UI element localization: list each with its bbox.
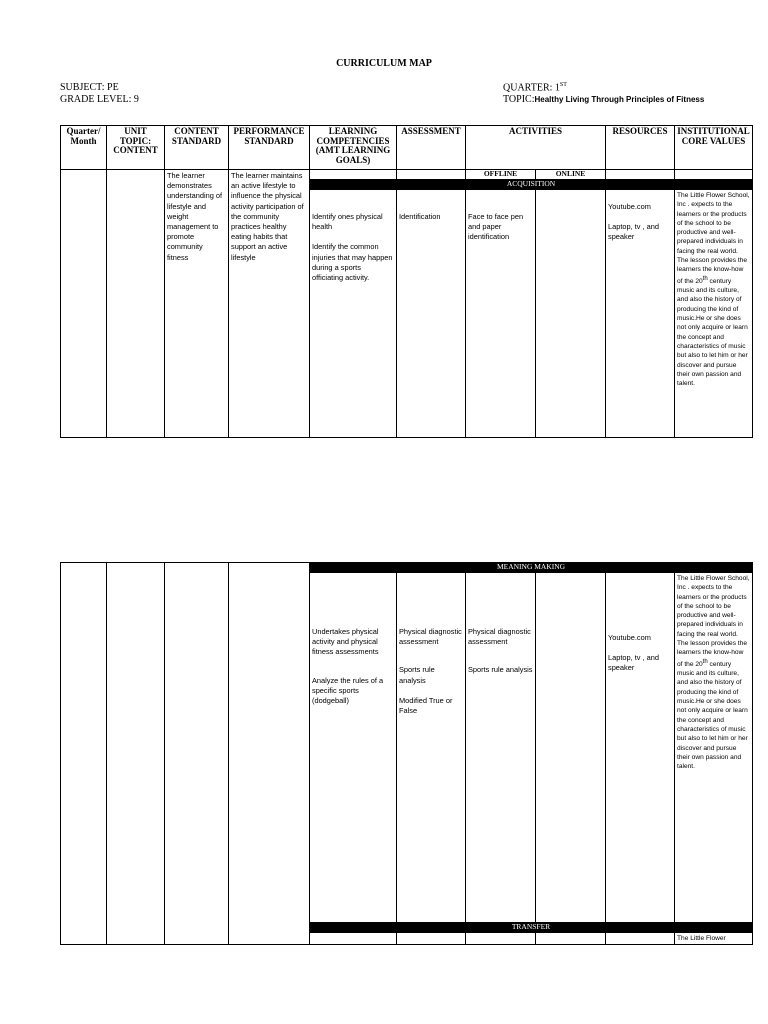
mm-offline-2: Sports rule analysis [468,665,533,675]
mm-content-standard-cell [165,563,229,945]
transfer-resources-cell [606,933,675,945]
mm-competencies-cell [310,573,397,923]
topic-line [503,94,704,105]
mm-resource-2: Laptop, tv , and speaker [608,653,659,673]
topic-value: Healthy Living Through Principles of Fitness [534,95,705,104]
mm-assessment-1: Physical diagnostic assessment [399,627,462,647]
header-learning-competencies: LEARNING COMPETENCIES (AMT LEARNING GOALS) [310,126,397,170]
unit-topic-cell [107,170,165,438]
quarter-sup: ST [559,82,567,88]
content-standard-cell: The learner demonstrates understanding of lifestyle and weight management to promote community fitness [165,170,229,438]
acquisition-band: ACQUISITION [310,180,753,190]
mm-core-values-a: The Little Flower School, Inc . expects to the learners or the products of the school to be productive and well-prepared individuals in facing the real world. The lesson provides the learners the know-how of the 20 [677,575,750,668]
curriculum-table-acquisition [60,125,753,438]
mm-core-values-cell [675,573,753,923]
acquisition-core-values-a: The Little Flower School, Inc . expects to the learners or the products of the school to be productive and well-prepared individuals in facing the real world. The lesson provides the learners the know-how of the 20 [677,192,750,285]
transfer-assessment-cell [397,933,466,945]
mm-core-values-b: century music and its culture, and also the history of producing the kind of music.He or she does not only acquire or learn the concept and characteristics of music but also to let him or her discover and pursue their own passion and talent. [677,660,748,771]
topic-label: TOPIC: [503,94,535,105]
mm-competency-2: Analyze the rules of a specific sports (dodgeball) [312,675,384,706]
quarter-month-cell [61,170,107,438]
mm-resources-cell [606,573,675,923]
mm-competency-1: Undertakes physical activity and physical fitness assessments [312,627,379,657]
acquisition-online-cell [536,190,606,438]
transfer-band: TRANSFER [310,923,753,933]
grade-value: 9 [133,94,139,105]
acquisition-core-values-cell [675,190,753,438]
acquisition-core-values-sup: th [702,275,708,282]
mm-core-values-sup: th [702,658,708,665]
header-resources: RESOURCES [606,126,675,170]
quarter-value: 1 [554,82,560,94]
performance-standard-cell: The learner maintains an active lifestyle to influence the physical activity participation of the community practices healthy eating habits that support an active lifestyle [229,170,310,438]
meaning-making-band: MEANING MAKING [310,563,753,573]
transfer-core-values-cell: The Little Flower [675,933,753,945]
transfer-competencies-cell [310,933,397,945]
header-content-standard: CONTENT STANDARD [165,126,229,170]
competency-spacer [310,170,397,180]
acquisition-resource-2: Laptop, tv , and speaker [608,222,659,242]
header-unit-topic: UNIT TOPIC: CONTENT [107,126,165,170]
subheader-online: ONLINE [536,170,606,180]
mm-offline-cell [466,573,536,923]
acquisition-offline-cell: Face to face pen and paper identification [466,190,536,438]
mm-performance-standard-cell [229,563,310,945]
header-activities: ACTIVITIES [466,126,606,170]
header-assessment: ASSESSMENT [397,126,466,170]
acquisition-resources-cell [606,190,675,438]
assessment-spacer [397,170,466,180]
grade-line [60,94,139,105]
header-performance-standard: PERFORMANCE STANDARD [229,126,310,170]
acquisition-competencies-cell [310,190,397,438]
acquisition-core-values-b: century music and its culture, and also the history of producing the kind of music.He or she does not only acquire or learn the concept and characteristics of music but also to let him or her discover and pursue their own passion and talent. [677,277,748,388]
header-core-values: INSTITUTIONAL CORE VALUES [675,126,753,170]
mm-quarter-month-cell [61,563,107,945]
subject-label: SUBJECT: [60,82,105,93]
acquisition-assessment-cell: Identification [397,190,466,438]
acquisition-competency-2: Identify the common injuries that may happen during a sports officiating activity. [312,242,393,283]
mm-assessment-2: Sports rule analysis [399,665,435,685]
core-values-spacer [675,170,753,180]
grade-label: GRADE LEVEL: [60,94,132,105]
page-title: CURRICULUM MAP [336,58,432,69]
subject-line [60,82,119,93]
quarter-label: QUARTER: [503,82,553,94]
mm-assessment-cell [397,573,466,923]
quarter-line [503,82,567,93]
mm-offline-1: Physical diagnostic assessment [468,627,531,647]
resources-spacer [606,170,675,180]
transfer-online-cell [536,933,606,945]
mm-unit-topic-cell [107,563,165,945]
acquisition-competency-1: Identify ones physical health [312,212,383,232]
curriculum-table-meaning-making [60,562,753,945]
header-quarter-month: Quarter/ Month [61,126,107,170]
mm-resource-1: Youtube.com [608,633,651,642]
subheader-offline: OFFLINE [466,170,536,180]
acquisition-resource-1: Youtube.com [608,202,651,211]
mm-online-cell [536,573,606,923]
mm-assessment-3: Modified True or False [399,695,453,716]
subject-value: PE [107,82,119,93]
transfer-offline-cell [466,933,536,945]
